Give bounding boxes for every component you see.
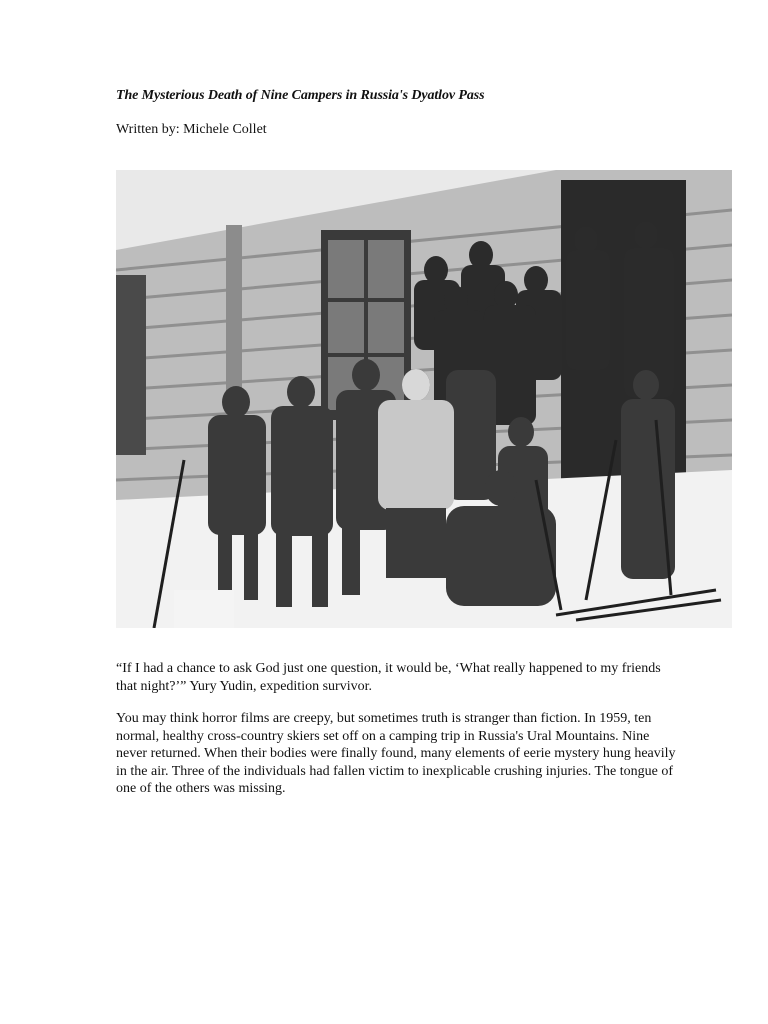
article-title: The Mysterious Death of Nine Campers in Russia's Dyatlov Pass bbox=[116, 88, 485, 103]
intro-paragraph: You may think horror films are creepy, but sometimes truth is stranger than fiction. In 1959, ten normal, healthy cross-country skiers set off on a camping trip in Russia's Ural Mountains. Nine never returned. When their bodies were finally found, many elements of eerie mystery hung heavily in the air. Three of the individuals had fallen victim to inexplicable crushing injuries. The tongue of one of the others was missing. bbox=[116, 711, 676, 796]
survivor-quote: “If I had a chance to ask God just one question, it would be, ‘What really happened to my friends that night?’” Yury Yudin, expedition survivor. bbox=[116, 661, 661, 694]
author-byline: Written by: Michele Collet bbox=[116, 122, 267, 137]
group-photo bbox=[116, 170, 732, 628]
